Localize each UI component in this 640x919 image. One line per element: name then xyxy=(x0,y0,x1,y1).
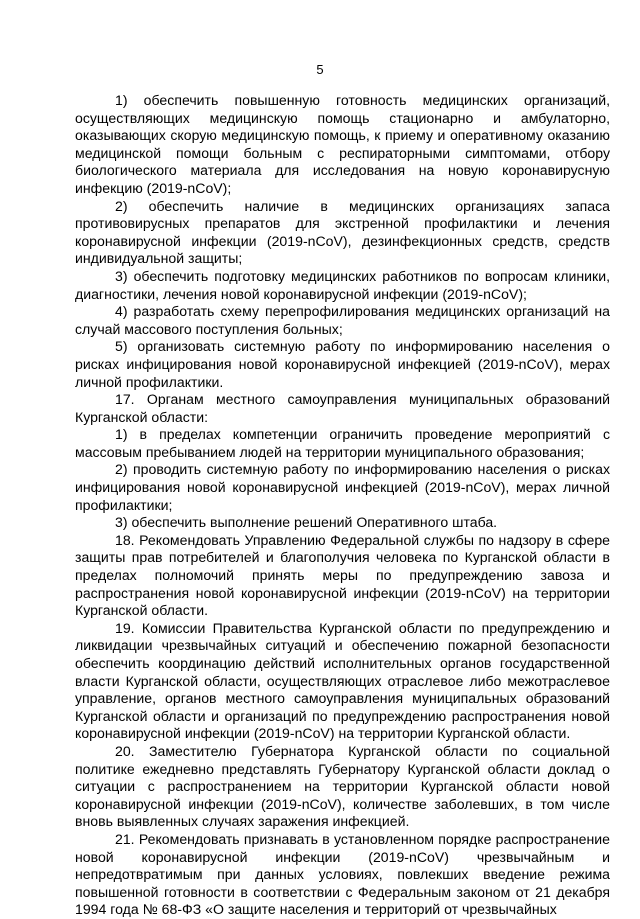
paragraph-17-2: 2) проводить системную работу по информированию населения о рисках инфицирования новой коронавирусной инфекцией (2019-nCoV), мерах личной профилактики; xyxy=(75,461,610,513)
paragraph-21: 21. Рекомендовать признавать в установленном порядке распространение новой коронавирусной инфекции (2019-nCoV) чрезвычайным и непредотвратимым при данных условиях, повлекших введение режима повышенной готовности в соответствии с Федеральным законом от 21 декабря 1994 года № 68-ФЗ «О защите населения и территорий от чрезвычайных xyxy=(75,830,610,918)
paragraph-20: 20. Заместителю Губернатора Курганской области по социальной политике ежедневно представлять Губернатору Курганской области доклад о ситуации с распространением на территории Курганской области новой коронавирусной инфекции (2019-nCoV), количестве заболевших, в том числе вновь выявленных случаях заражения инфекцией. xyxy=(75,742,610,830)
page-number: 5 xyxy=(316,62,324,77)
document-body xyxy=(75,92,610,919)
paragraph-16-1: 1) обеспечить повышенную готовность медицинских организаций, осуществляющих медицинскую помощь стационарно и амбулаторно, оказывающих скорую медицинскую помощь, к приему и оперативному оказанию медицинской помощи больным с респираторными симптомами, отбору биологического материала для исследования на новую коронавирусную инфекцию (2019-nCoV); xyxy=(75,92,610,196)
paragraph-16-4: 4) разработать схему перепрофилирования медицинских организаций на случай массового поступления больных; xyxy=(75,303,610,337)
paragraph-18: 18. Рекомендовать Управлению Федеральной службы по надзору в сфере защиты прав потребителей и благополучия человека по Курганской области в пределах полномочий принять меры по предупреждению завоза и распространения новой коронавирусной инфекции (2019-nCoV) на территории Курганской области. xyxy=(75,531,610,619)
paragraph-16-5: 5) организовать системную работу по информированию населения о рисках инфицирования новой коронавирусной инфекцией (2019-nCoV), мерах личной профилактики. xyxy=(75,338,610,390)
paragraph-17-3: 3) обеспечить выполнение решений Оперативного штаба. xyxy=(115,514,498,531)
paragraph-19: 19. Комиссии Правительства Курганской области по предупреждению и ликвидации чрезвычайных ситуаций и обеспечению пожарной безопасности обеспечить координацию действий исполнительных органов государственной власти Курганской области, осуществляющих отраслевое либо межотраслевое управление, органов местного самоуправления муниципальных образований Курганской области и организаций по предупреждению распространения новой коронавирусной инфекции (2019-nCoV) на территории Курганской области. xyxy=(75,619,610,742)
paragraph-17: 17. Органам местного самоуправления муниципальных образований Курганской области: xyxy=(75,391,610,425)
paragraph-16-2: 2) обеспечить наличие в медицинских организациях запаса противовирусных препаратов для экстренной профилактики и лечения коронавирусной инфекции (2019-nCoV), дезинфекционных средств, средств индивидуальной защиты; xyxy=(75,197,610,267)
paragraph-17-1: 1) в пределах компетенции ограничить проведение мероприятий с массовым пребыванием людей на территории муниципального образования; xyxy=(75,426,610,460)
paragraph-16-3: 3) обеспечить подготовку медицинских работников по вопросам клиники, диагностики, лечения новой коронавирусной инфекции (2019-nCoV); xyxy=(75,267,610,302)
